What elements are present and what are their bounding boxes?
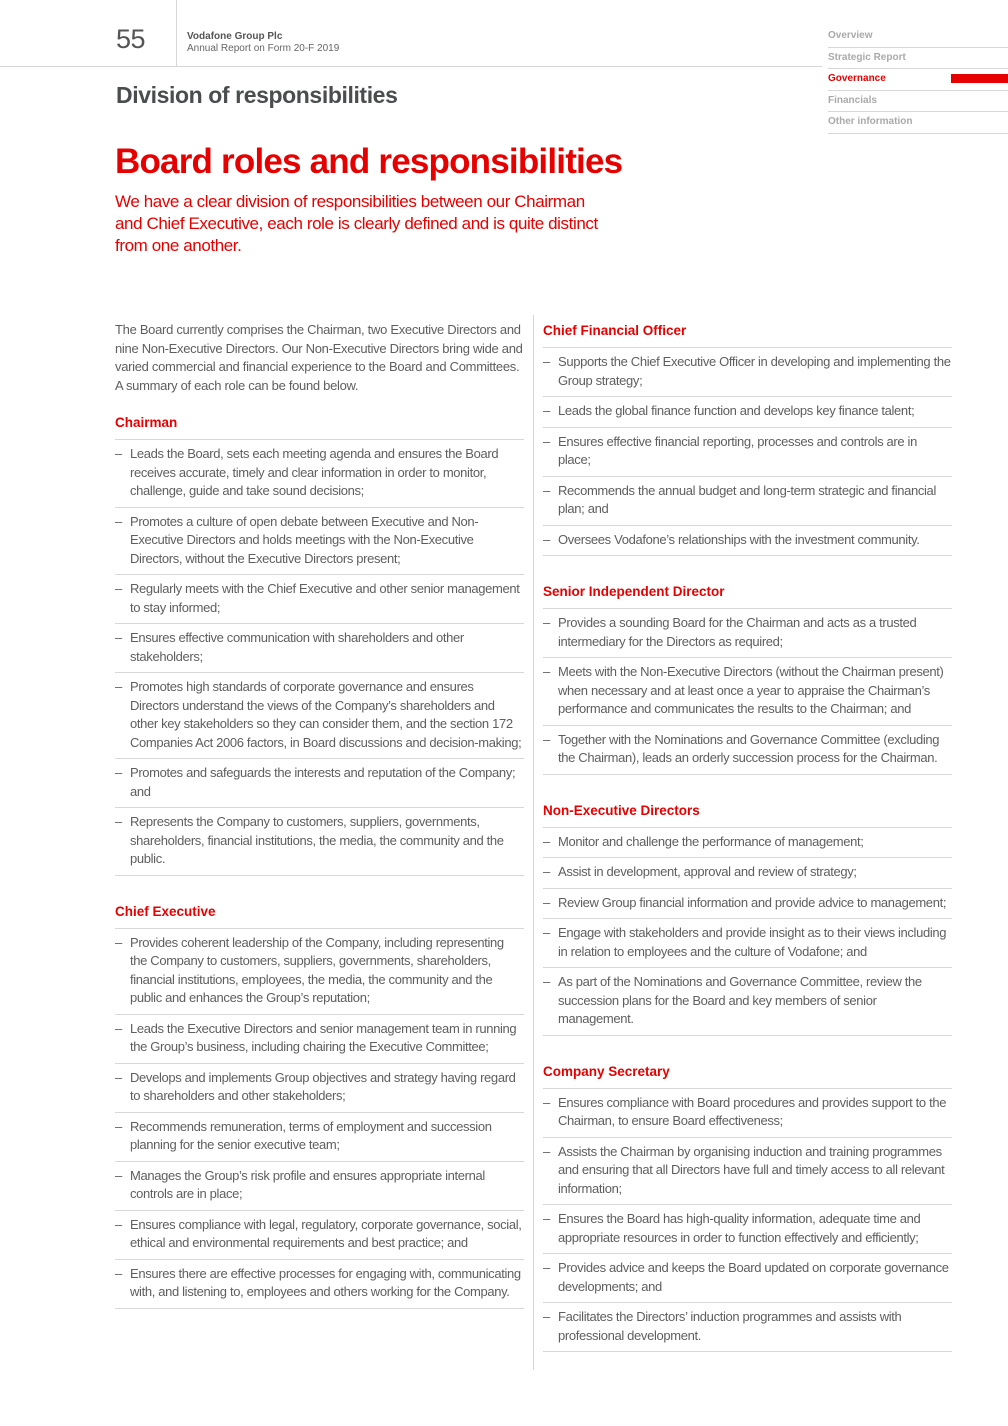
nav-label: Governance <box>828 73 886 84</box>
list-item-text: Review Group financial information and provide advice to management; <box>558 894 947 910</box>
page-number: 55 <box>116 24 146 54</box>
list-item-text: Assists the Chairman by organising induction and training programmes and ensuring that all Directors have full and timely access to all relevant information; <box>558 1143 945 1196</box>
dash-bullet-icon: – <box>543 615 550 630</box>
dash-bullet-icon: – <box>115 446 122 461</box>
list-item <box>543 526 952 557</box>
nav-item-financials[interactable] <box>828 91 1008 113</box>
list-item-text: Ensures effective financial reporting, processes and controls are in place; <box>558 433 917 467</box>
list-item <box>115 759 524 808</box>
responsibility-list <box>543 1089 952 1353</box>
list-item <box>543 609 952 658</box>
dash-bullet-icon: – <box>115 513 122 529</box>
list-item-text: Provides coherent leadership of the Company, including representing the Company to customers, suppliers, governments, shareholders, financial institutions, employees, the media, the community and the public and enhances the Group’s reputation; <box>130 934 504 1005</box>
list-item <box>543 889 952 920</box>
list-item <box>543 1303 952 1352</box>
role-heading: Senior Independent Director <box>543 582 952 609</box>
list-item-text: Promotes a culture of open debate between Executive and Non-Executive Directors and holds meetings with the Non-Executive Directors, without the Executive Directors present; <box>130 513 479 566</box>
dash-bullet-icon: – <box>543 403 550 418</box>
list-item <box>115 1260 524 1309</box>
nav-label: Other information <box>828 116 913 127</box>
role-block <box>115 413 524 876</box>
dash-bullet-icon: – <box>543 864 550 879</box>
list-item-text: Together with the Nominations and Governance Committee (excluding the Chairman), leads an orderly succession process for the Chairman. <box>558 731 940 765</box>
dash-bullet-icon: – <box>543 433 550 449</box>
responsibility-list <box>543 609 952 775</box>
list-item-text: Ensures there are effective processes for engaging with, communicating with, and listening to, employees and others working for the Company. <box>130 1265 521 1299</box>
list-item <box>543 968 952 1036</box>
nav-item-strategic-report[interactable] <box>828 48 1008 70</box>
list-item-text: Provides a sounding Board for the Chairman and acts as a trusted intermediary for the Directors as required; <box>558 615 917 649</box>
list-item-text: Leads the Board, sets each meeting agenda and ensures the Board receives accurate, timely and clear information in order to monitor, challenge, guide and take sound decisions; <box>130 446 499 498</box>
role-heading: Chief Financial Officer <box>543 321 952 348</box>
nav-label: Overview <box>828 30 873 41</box>
list-item-text: Oversees Vodafone’s relationships with the investment community. <box>558 531 920 547</box>
list-item-text: Ensures compliance with Board procedures and provides support to the Chairman, to ensure Board effectiveness; <box>558 1094 947 1128</box>
nav-item-other-information[interactable] <box>828 112 1008 134</box>
list-item <box>543 1089 952 1138</box>
list-item-text: Facilitates the Directors’ induction programmes and assists with professional development. <box>558 1309 902 1343</box>
list-item <box>543 397 952 428</box>
list-item <box>115 1015 524 1064</box>
page-title: Board roles and responsibilities <box>115 142 623 181</box>
list-item <box>543 477 952 526</box>
nav-item-overview[interactable] <box>828 26 1008 48</box>
dash-bullet-icon: – <box>543 731 550 747</box>
role-heading: Chief Executive <box>115 902 524 929</box>
dash-bullet-icon: – <box>543 925 550 940</box>
dash-bullet-icon: – <box>115 630 122 645</box>
role-heading: Chairman <box>115 413 524 440</box>
list-item <box>115 673 524 759</box>
dash-bullet-icon: – <box>115 679 122 694</box>
responsibility-list <box>543 828 952 1036</box>
list-item-text: Ensures compliance with legal, regulatory, corporate governance, social, ethical and environmental requirements and best practice; and <box>130 1216 522 1250</box>
nav-label: Financials <box>828 94 877 106</box>
dash-bullet-icon: – <box>543 833 550 849</box>
role-block <box>543 582 952 775</box>
list-item <box>115 1211 524 1260</box>
list-item <box>543 1205 952 1254</box>
dash-bullet-icon: – <box>543 1094 550 1110</box>
list-item-text: Develops and implements Group objectives and strategy having regard to shareholders and other stakeholders; <box>130 1069 516 1103</box>
list-item <box>115 575 524 624</box>
list-item-text: Ensures the Board has high-quality information, adequate time and appropriate resources in order to function effectively and efficiently; <box>558 1211 921 1245</box>
dash-bullet-icon: – <box>543 664 550 679</box>
list-item-text: Ensures effective communication with shareholders and other stakeholders; <box>130 630 464 664</box>
role-block <box>543 321 952 556</box>
dash-bullet-icon: – <box>115 1216 122 1232</box>
list-item-text: Manages the Group’s risk profile and ensures appropriate internal controls are in place; <box>130 1167 485 1201</box>
column-divider <box>533 315 534 1370</box>
dash-bullet-icon: – <box>115 581 122 596</box>
list-item-text: Promotes high standards of corporate governance and ensures Directors understand the views of the Company’s shareholders and other key stakeholders so they can consider them, and the section 172 Companies Act 2006 factors, in Board discussions and decision-making; <box>130 679 522 750</box>
dash-bullet-icon: – <box>115 1069 122 1085</box>
list-item <box>543 1138 952 1206</box>
list-item <box>115 1162 524 1211</box>
dash-bullet-icon: – <box>115 765 122 780</box>
list-item-text: Recommends remuneration, terms of employment and succession planning for the senior executive team; <box>130 1118 492 1152</box>
list-item-text: Promotes and safeguards the interests and reputation of the Company; and <box>130 765 516 799</box>
list-item <box>115 624 524 673</box>
list-item-text: Supports the Chief Executive Officer in developing and implementing the Group strategy; <box>558 354 951 388</box>
dash-bullet-icon: – <box>115 934 122 950</box>
list-item-text: Provides advice and keeps the Board updated on corporate governance developments; and <box>558 1260 949 1294</box>
list-item <box>543 1254 952 1303</box>
intro-paragraph: The Board currently comprises the Chairman, two Executive Directors and nine Non-Executive Directors. Our Non-Executive Directors bring wide and varied commercial and financial experience to the Board and Committees. A summary of each role can be found below. <box>115 322 523 393</box>
dash-bullet-icon: – <box>543 1211 550 1226</box>
list-item <box>543 828 952 859</box>
dash-bullet-icon: – <box>543 354 550 369</box>
role-block <box>543 1062 952 1353</box>
dash-bullet-icon: – <box>543 1260 550 1275</box>
dash-bullet-icon: – <box>543 482 550 498</box>
right-column <box>543 321 952 1378</box>
list-item-text: Recommends the annual budget and long-term strategic and financial plan; and <box>558 482 936 516</box>
list-item <box>543 858 952 889</box>
role-heading: Company Secretary <box>543 1062 952 1089</box>
dash-bullet-icon: – <box>543 1309 550 1324</box>
page-subtitle: We have a clear division of responsibilities between our Chairman and Chief Executive, each role is clearly defined and is quite distinct from one another. <box>115 192 598 255</box>
active-indicator <box>951 74 1008 83</box>
list-item <box>115 808 524 876</box>
list-item <box>115 1064 524 1113</box>
list-item <box>543 726 952 775</box>
role-block <box>115 902 524 1309</box>
list-item-text: As part of the Nominations and Governance Committee, review the succession plans for the Board and key members of senior management. <box>558 974 922 1026</box>
dash-bullet-icon: – <box>115 1167 122 1183</box>
section-nav <box>828 26 1008 134</box>
responsibility-list <box>115 440 524 876</box>
list-item <box>543 428 952 477</box>
dash-bullet-icon: – <box>115 814 122 829</box>
list-item-text: Leads the Executive Directors and senior management team in running the Group’s business, including chairing the Executive Committee; <box>130 1020 517 1054</box>
list-item <box>115 929 524 1015</box>
responsibility-list <box>543 348 952 556</box>
list-item-text: Assist in development, approval and review of strategy; <box>558 864 857 879</box>
header-rule <box>0 66 822 67</box>
list-item <box>115 1113 524 1162</box>
list-item-text: Represents the Company to customers, suppliers, governments, shareholders, financial institutions, the media, the community and the public. <box>130 814 504 866</box>
report-name: Annual Report on Form 20-F 2019 <box>187 43 340 54</box>
list-item-text: Meets with the Non-Executive Directors (without the Chairman present) when necessary and at least once a year to appraise the Chairman’s performance and communicates the results to the Chairman; and <box>558 664 944 716</box>
list-item-text: Engage with stakeholders and provide insight as to their views including in relation to employees and the culture of Vodafone; and <box>558 925 947 959</box>
responsibility-list <box>115 929 524 1309</box>
role-block <box>543 801 952 1036</box>
list-item <box>115 508 524 576</box>
list-item-text: Leads the global finance function and develops key finance talent; <box>558 403 915 418</box>
dash-bullet-icon: – <box>115 1265 122 1281</box>
list-item <box>543 348 952 397</box>
dash-bullet-icon: – <box>115 1118 122 1134</box>
company-name: Vodafone Group Plc <box>187 31 283 42</box>
left-column <box>115 321 524 1335</box>
dash-bullet-icon: – <box>543 894 550 910</box>
dash-bullet-icon: – <box>543 1143 550 1159</box>
list-item-text: Monitor and challenge the performance of management; <box>558 833 864 849</box>
nav-item-governance[interactable] <box>828 69 1008 91</box>
dash-bullet-icon: – <box>543 974 550 989</box>
list-item-text: Regularly meets with the Chief Executive and other senior management to stay informed; <box>130 581 520 615</box>
section-title: Division of responsibilities <box>116 82 398 108</box>
list-item <box>543 658 952 726</box>
list-item <box>543 919 952 968</box>
header-divider <box>176 0 177 66</box>
dash-bullet-icon: – <box>115 1020 122 1036</box>
list-item <box>115 440 524 508</box>
role-heading: Non-Executive Directors <box>543 801 952 828</box>
nav-label: Strategic Report <box>828 51 906 63</box>
dash-bullet-icon: – <box>543 531 550 547</box>
